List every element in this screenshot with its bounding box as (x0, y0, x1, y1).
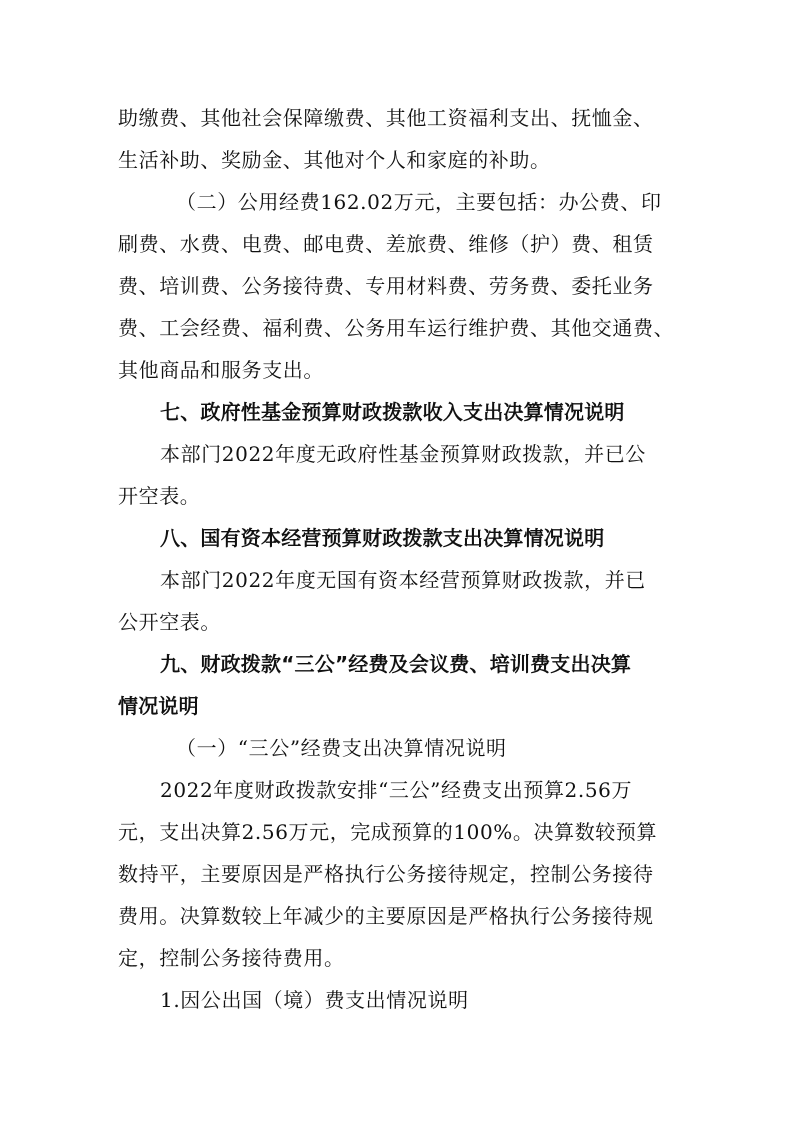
paragraph-line: 其他商品和服务支出。 (118, 358, 324, 382)
paragraph-line: 本部门2022年度无国有资本经营预算财政拨款，并已 (160, 568, 646, 592)
subsection-heading: （一）“三公”经费支出决算情况说明 (176, 736, 507, 760)
section-heading: 七、政府性基金预算财政拨款收入支出决算情况说明 (160, 400, 625, 424)
paragraph-line: 数持平，主要原因是严格执行公务接待规定，控制公务接待 (118, 862, 654, 886)
paragraph-line: 开空表。 (118, 484, 201, 508)
section-heading: 情况说明 (118, 694, 199, 718)
section-heading: 八、国有资本经营预算财政拨款支出决算情况说明 (160, 526, 605, 550)
paragraph-line: 助缴费、其他社会保障缴费、其他工资福利支出、抚恤金、 (118, 106, 654, 130)
paragraph-line: 本部门2022年度无政府性基金预算财政拨款，并已公 (160, 442, 646, 466)
paragraph-line: 费用。决算数较上年减少的主要原因是严格执行公务接待规 (118, 904, 654, 928)
paragraph-line: 2022年度财政拨款安排“三公”经费支出预算2.56万 (160, 778, 633, 802)
paragraph-line: 元，支出决算2.56万元，完成预算的100%。决算数较预算 (118, 820, 658, 844)
paragraph-line: 公开空表。 (118, 610, 221, 634)
subsection-heading: 1.因公出国（境）费支出情况说明 (160, 988, 469, 1012)
paragraph-line: （二）公用经费162.02万元，主要包括：办公费、印 (176, 190, 662, 214)
paragraph-line: 费、工会经费、福利费、公务用车运行维护费、其他交通费、 (118, 316, 675, 340)
paragraph-line: 生活补助、奖励金、其他对个人和家庭的补助。 (118, 148, 551, 172)
paragraph-line: 定，控制公务接待费用。 (118, 946, 345, 970)
paragraph-line: 费、培训费、公务接待费、专用材料费、劳务费、委托业务 (118, 274, 654, 298)
section-heading: 九、财政拨款“三公”经费及会议费、培训费支出决算 (160, 652, 632, 676)
paragraph-line: 刷费、水费、电费、邮电费、差旅费、维修（护）费、租赁 (118, 232, 654, 256)
